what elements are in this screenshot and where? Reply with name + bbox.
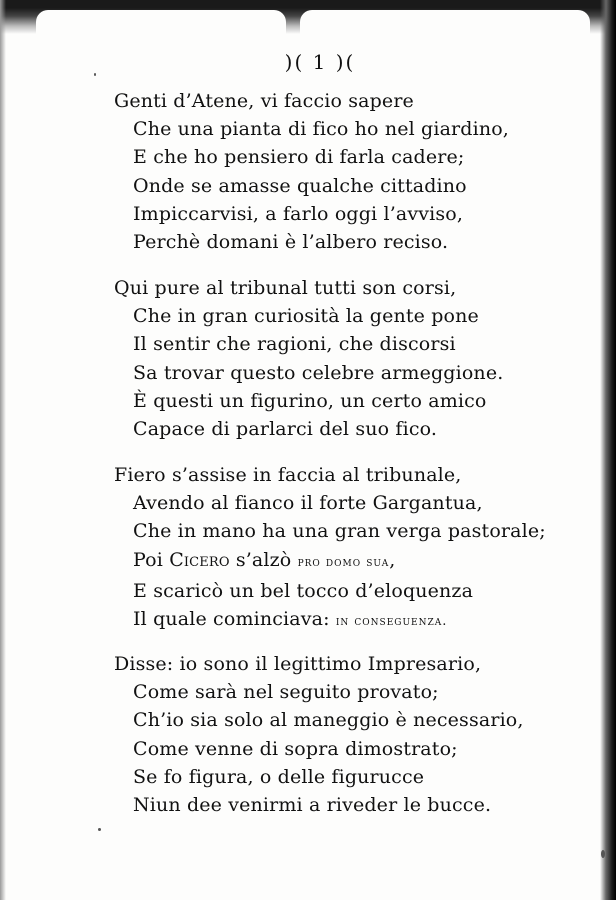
verse-line: Ch’io sia solo al maneggio è necessario, [133,709,524,732]
verse-caps-phrase: in conseguenza. [335,614,448,630]
verse-line: Che una pianta di fico ho nel giardino, [133,118,509,141]
paper-speck [98,828,101,831]
verse-line: Impiccarvisi, a farlo oggi l’avviso, [133,202,464,225]
stanza-1 [114,87,509,256]
verse-line: È questi un figurino, un certo amico [133,389,487,412]
verse-latin-phrase: pro domo sua [297,554,390,570]
stanza-3 [114,461,546,636]
verse-line: Fiero s’assise in faccia al tribunale, [114,464,462,486]
paper-speck [601,850,605,858]
verse-line: Che in mano ha una gran verga pastorale; [133,520,546,543]
page-right-edge [600,0,616,900]
stanza-2 [114,274,503,443]
verse-line: Che in gran curiosità la gente pone [133,305,479,328]
page-top-edge-paper [300,10,590,34]
verse-line: Sa trovar questo celebre armeggione. [133,361,504,384]
verse-line: Perchè domani è l’albero reciso. [133,231,449,254]
verse-line: Genti d’Atene, vi faccio sapere [114,90,414,112]
page-number: )( 1 )( [284,50,356,74]
verse-line: E che ho pensiero di farla cadere; [133,146,465,169]
page-top-edge-paper [36,10,286,34]
verse-line: Avendo al fianco il forte Gargantua, [133,492,483,515]
verse-line: Capace di parlarci del suo fico. [133,418,438,441]
page-left-edge [0,0,6,900]
verse-punctuation: , [389,548,396,571]
verse-line: Come venne di sopra dimostrato; [133,737,458,760]
verse-line: Onde se amasse qualche cittadino [133,174,467,197]
verse-word: s’alzò [229,548,298,571]
verse-line [114,605,546,636]
verse-line: Il sentir che ragioni, che discorsi [133,333,456,356]
verse-word: Il quale cominciava: [133,608,336,631]
verse-line: E scaricò un bel tocco d’eloquenza [133,579,474,602]
verse-word: Poi [133,548,163,571]
verse-line: Niun dee venirmi a riveder le bucce. [133,794,492,817]
verse-line: Se fo figura, o delle figurucce [133,765,425,788]
verse-line: Come sarà nel seguito provato; [133,681,439,704]
verse-line: Qui pure al tribunal tutti son corsi, [114,277,457,299]
verse-name-smallcaps: Cicero [169,548,230,571]
verse-line [114,546,546,577]
stanza-4 [114,650,524,819]
verse-line: Disse: io sono il legittimo Impresario, [114,653,482,675]
